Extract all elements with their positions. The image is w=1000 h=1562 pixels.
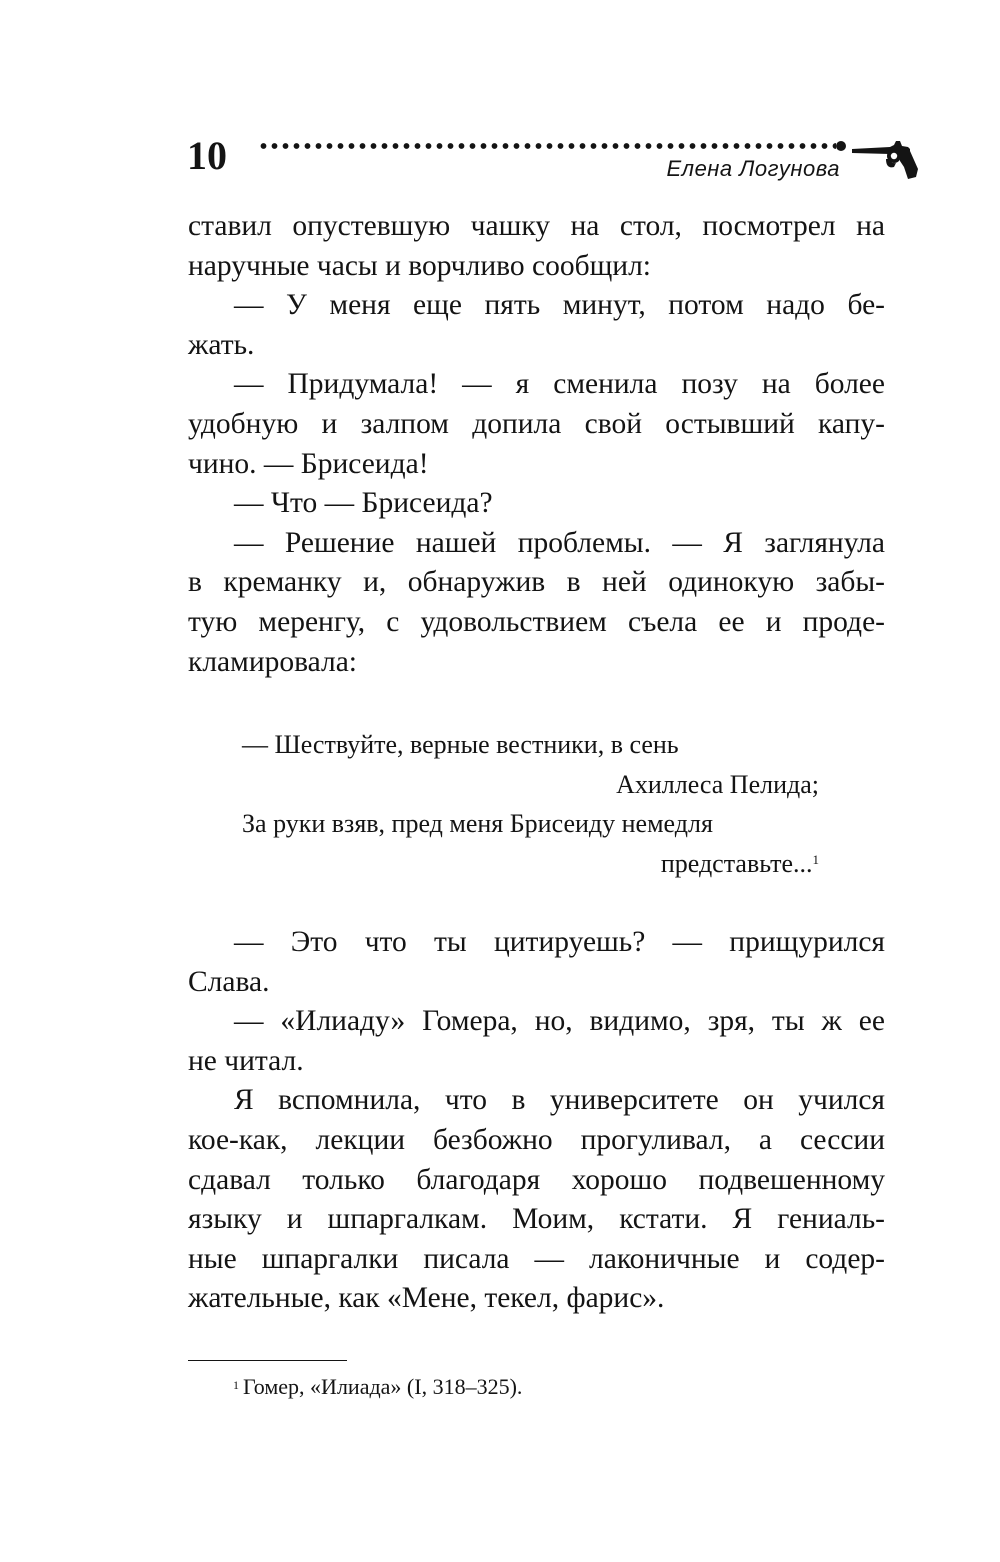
text-line: жательные, как «Мене, текел, фарис». bbox=[188, 1282, 665, 1315]
verse-line-last bbox=[188, 844, 885, 884]
text-line: ные шпаргалки писала — лаконичные и содер- bbox=[188, 1242, 885, 1275]
header-dotted-rule bbox=[258, 140, 836, 152]
footnote-divider bbox=[188, 1360, 347, 1361]
main-text bbox=[188, 207, 885, 682]
footnote-marker: 1 bbox=[233, 1378, 239, 1392]
text-line: кламировала: bbox=[188, 645, 358, 678]
text-line: жать. bbox=[188, 328, 255, 361]
footnote-text: Гомер, «Илиада» (I, 318–325). bbox=[243, 1374, 523, 1399]
main-text-continued bbox=[188, 923, 885, 1319]
verse-line: Ахиллеса Пелида; bbox=[616, 769, 819, 799]
page-number: 10 bbox=[187, 133, 227, 178]
text-line: — Что — Брисеида? bbox=[234, 487, 493, 520]
text-line: — Придумала! — я сменила позу на более bbox=[234, 368, 885, 401]
verse-line-text: представьте... bbox=[660, 848, 813, 878]
text-line: удобную и залпом допила свой остывший капу- bbox=[188, 407, 885, 440]
text-line: наручные часы и ворчливо сообщил: bbox=[188, 249, 651, 282]
footnote bbox=[233, 1372, 522, 1402]
text-line: в креманку и, обнаружив в ней одинокую забы- bbox=[188, 566, 885, 599]
text-line: сдавал только благодаря хорошо подвешенному bbox=[188, 1163, 885, 1196]
verse-line: За руки взяв, пред меня Брисеиду немедля bbox=[242, 809, 713, 838]
text-line: Я вспомнила, что в университете он учился bbox=[234, 1084, 885, 1117]
text-line: Слава. bbox=[188, 965, 270, 998]
text-line: ставил опустевшую чашку на стол, посмотрел на bbox=[188, 210, 885, 242]
text-line: чино. — Брисеида! bbox=[188, 447, 429, 480]
pistol-icon bbox=[850, 137, 920, 183]
footnote-reference: 1 bbox=[812, 851, 819, 867]
text-line: — У меня еще пять минут, потом надо бе- bbox=[234, 289, 885, 322]
verse-line: — Шествуйте, верные вестники, в сень bbox=[242, 730, 679, 759]
text-line: — Решение нашей проблемы. — Я заглянула bbox=[234, 526, 885, 559]
text-line: языку и шпаргалкам. Моим, кстати. Я гениаль- bbox=[188, 1203, 885, 1236]
text-line: — «Илиаду» Гомера, но, видимо, зря, ты ж ее bbox=[234, 1005, 885, 1038]
text-line: тую меренгу, с удовольствием съела ее и проде- bbox=[188, 605, 885, 638]
verse-quote bbox=[188, 725, 885, 883]
text-line: не читал. bbox=[188, 1044, 304, 1077]
running-header-author: Елена Логунова bbox=[666, 156, 840, 181]
text-line: кое-как, лекции безбожно прогуливал, а сессии bbox=[188, 1123, 885, 1156]
text-line: — Это что ты цитируешь? — прищурился bbox=[234, 926, 885, 958]
header-rule-end-dot bbox=[836, 141, 846, 151]
